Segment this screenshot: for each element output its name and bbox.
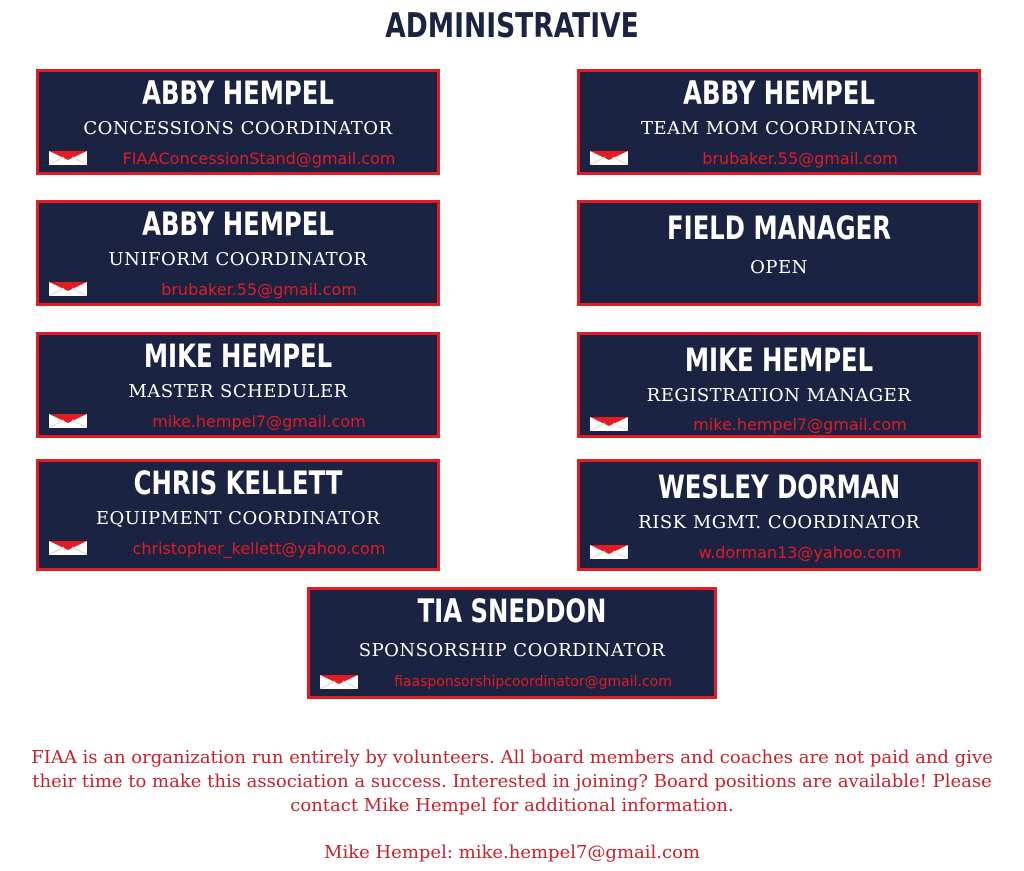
- envelope-icon: [49, 414, 87, 428]
- envelope-icon: [590, 545, 628, 559]
- card-role: EQUIPMENT COORDINATOR: [95, 508, 381, 529]
- card-tia-sneddon-sponsorship: [307, 587, 717, 699]
- page-title: ADMINISTRATIVE: [385, 6, 639, 46]
- card-wesley-dorman-risk: [577, 459, 981, 571]
- card-name: ABBY HEMPEL: [683, 74, 875, 112]
- card-name: WESLEY DORMAN: [657, 468, 901, 506]
- card-name: TIA SNEDDON: [417, 592, 607, 630]
- card-name: ABBY HEMPEL: [142, 205, 334, 243]
- envelope-icon: [49, 282, 87, 296]
- card-name: CHRIS KELLETT: [133, 464, 343, 502]
- card-role: SPONSORSHIP COORDINATOR: [358, 640, 666, 661]
- card-name: ABBY HEMPEL: [142, 74, 334, 112]
- card-role: UNIFORM COORDINATOR: [108, 249, 368, 270]
- card-abby-hempel-uniform: [36, 200, 440, 306]
- envelope-icon: [49, 151, 87, 165]
- volunteer-note: FIAA is an organization run entirely by volunteers. All board members and coaches are not paid and give their time to make this association a success. Interested in joining? Board positions are available! Please contact Mike Hempel for additional information.: [31, 747, 993, 816]
- card-name: MIKE HEMPEL: [143, 337, 333, 375]
- card-mike-hempel-scheduler: [36, 332, 440, 438]
- card-name: MIKE HEMPEL: [684, 341, 874, 379]
- email-link[interactable]: mike.hempel7@gmail.com: [693, 415, 907, 434]
- card-role: CONCESSIONS COORDINATOR: [83, 118, 393, 139]
- envelope-icon: [590, 151, 628, 165]
- email-row[interactable]: [45, 539, 431, 559]
- card-field-manager: [577, 200, 981, 306]
- card-mike-hempel-registration: [577, 332, 981, 438]
- email-row[interactable]: [316, 673, 708, 693]
- email-row[interactable]: [586, 149, 972, 169]
- card-abby-hempel-concessions: [36, 69, 440, 175]
- email-row[interactable]: [45, 149, 431, 169]
- email-link[interactable]: brubaker.55@gmail.com: [702, 149, 898, 168]
- envelope-icon: [49, 541, 87, 555]
- card-role: TEAM MOM COORDINATOR: [640, 118, 918, 139]
- card-role: REGISTRATION MANAGER: [646, 385, 912, 406]
- email-link[interactable]: FIAAConcessionStand@gmail.com: [122, 149, 396, 168]
- card-role: RISK MGMT. COORDINATOR: [638, 512, 920, 533]
- envelope-icon: [320, 675, 358, 689]
- card-role: OPEN: [750, 257, 808, 278]
- email-row[interactable]: [45, 412, 431, 432]
- card-abby-hempel-team-mom: [577, 69, 981, 175]
- card-chris-kellett-equipment: [36, 459, 440, 571]
- card-role: MASTER SCHEDULER: [128, 381, 348, 402]
- email-row[interactable]: [586, 415, 972, 435]
- envelope-icon: [590, 417, 628, 431]
- card-name: FIELD MANAGER: [667, 209, 891, 247]
- email-link[interactable]: mike.hempel7@gmail.com: [152, 412, 366, 431]
- contact-line[interactable]: Mike Hempel: mike.hempel7@gmail.com: [324, 842, 700, 863]
- email-link[interactable]: brubaker.55@gmail.com: [161, 280, 357, 299]
- email-link[interactable]: fiaasponsorshipcoordinator@gmail.com: [394, 674, 672, 690]
- email-link[interactable]: christopher_kellett@yahoo.com: [132, 539, 386, 558]
- email-link[interactable]: w.dorman13@yahoo.com: [698, 543, 902, 562]
- email-row[interactable]: [45, 280, 431, 300]
- email-row[interactable]: [586, 543, 972, 563]
